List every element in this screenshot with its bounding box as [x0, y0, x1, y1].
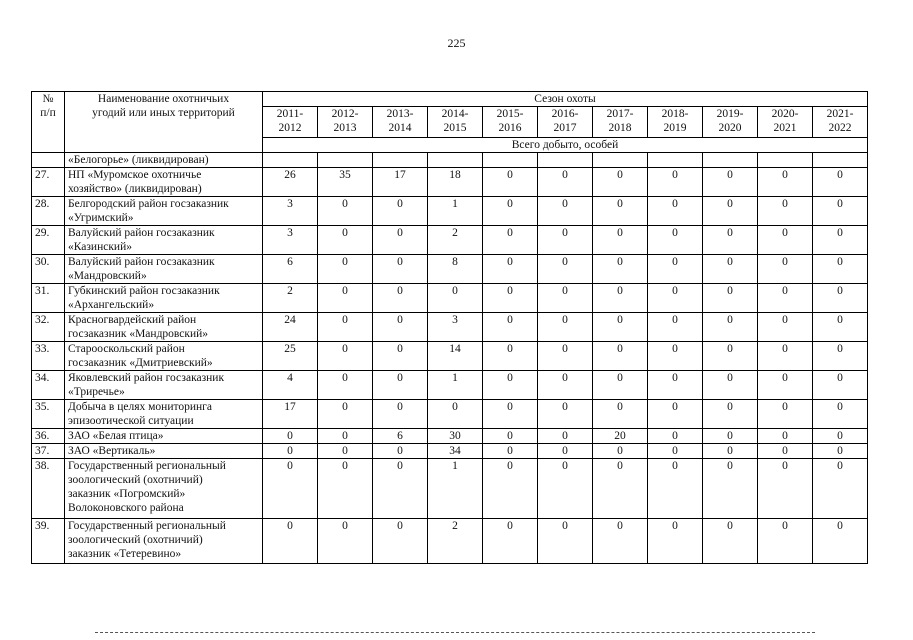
num-header-line1: №	[42, 93, 54, 105]
season-value: 0	[648, 371, 703, 400]
territory-name-line: Государственный региональный	[68, 520, 226, 532]
season-end: 2022	[828, 122, 852, 134]
season-value: 0	[648, 255, 703, 284]
territory-name-line: хозяйство» (ликвидирован)	[68, 183, 202, 195]
season-value: 0	[373, 400, 428, 429]
season-value: 0	[758, 313, 813, 342]
season-value: 0	[703, 371, 758, 400]
season-value	[758, 153, 813, 168]
territory-name-line: эпизоотической ситуации	[68, 415, 194, 427]
season-start: 2012-	[331, 108, 359, 120]
season-value: 0	[538, 313, 593, 342]
territory-name	[65, 459, 263, 519]
season-value: 0	[648, 459, 703, 519]
territory-name-line: «Триречье»	[68, 386, 125, 398]
territory-name	[65, 197, 263, 226]
season-value: 17	[373, 168, 428, 197]
table-row	[32, 444, 868, 459]
season-value: 8	[428, 255, 483, 284]
season-value: 0	[648, 168, 703, 197]
season-value: 0	[813, 459, 868, 519]
territory-name-line: госзаказник «Дмитриевский»	[68, 357, 213, 369]
season-value: 0	[813, 226, 868, 255]
season-value: 0	[538, 400, 593, 429]
territory-name	[65, 342, 263, 371]
season-value	[538, 153, 593, 168]
season-value: 0	[593, 168, 648, 197]
season-value: 0	[813, 284, 868, 313]
num-header-line2: п/п	[40, 107, 56, 119]
season-value: 0	[648, 429, 703, 444]
season-value	[318, 153, 373, 168]
table-row	[32, 342, 868, 371]
season-start: 2018-	[661, 108, 689, 120]
territory-name-line: Старооскольский район	[68, 343, 185, 355]
territory-name	[65, 371, 263, 400]
row-number: 39.	[32, 519, 65, 564]
row-number: 33.	[32, 342, 65, 371]
season-value: 0	[593, 342, 648, 371]
season-value: 0	[318, 519, 373, 564]
season-value: 0	[703, 168, 758, 197]
season-value: 0	[813, 255, 868, 284]
season-start: 2016-	[551, 108, 579, 120]
season-value: 0	[538, 519, 593, 564]
season-value: 0	[758, 444, 813, 459]
season-start: 2020-	[771, 108, 799, 120]
page-number: 225	[447, 36, 466, 50]
season-value: 0	[483, 429, 538, 444]
season-header	[318, 107, 373, 138]
season-value: 2	[263, 284, 318, 313]
territory-name-line: «Угримский»	[68, 212, 134, 224]
territory-name	[65, 313, 263, 342]
season-value: 0	[813, 371, 868, 400]
row-number: 32.	[32, 313, 65, 342]
season-value: 0	[703, 342, 758, 371]
season-value: 18	[428, 168, 483, 197]
season-value: 0	[758, 197, 813, 226]
season-value: 0	[813, 313, 868, 342]
territory-name-line: заказник «Погромский»	[68, 488, 186, 500]
territory-name-line: «Казинский»	[68, 241, 132, 253]
season-value: 3	[263, 226, 318, 255]
season-value: 0	[483, 459, 538, 519]
territory-name-line: Валуйский район госзаказник	[68, 227, 215, 239]
territory-name-line: зоологический (охотничий)	[68, 474, 203, 486]
season-value: 2	[428, 226, 483, 255]
table-row	[32, 429, 868, 444]
table-row	[32, 168, 868, 197]
season-header	[648, 107, 703, 138]
territory-name	[65, 400, 263, 429]
territory-name	[65, 284, 263, 313]
season-value: 0	[538, 284, 593, 313]
season-start: 2011-	[276, 108, 304, 120]
season-value: 4	[263, 371, 318, 400]
table-row	[32, 255, 868, 284]
season-value: 0	[593, 226, 648, 255]
hunting-table	[31, 91, 868, 564]
season-value: 0	[483, 313, 538, 342]
season-value: 0	[483, 371, 538, 400]
row-number: 37.	[32, 444, 65, 459]
season-value: 6	[373, 429, 428, 444]
season-value: 0	[483, 284, 538, 313]
territory-name-line: Добыча в целях мониторинга	[68, 401, 212, 413]
season-value: 0	[813, 429, 868, 444]
table-row	[32, 284, 868, 313]
season-end: 2018	[608, 122, 632, 134]
row-number	[32, 153, 65, 168]
row-number: 36.	[32, 429, 65, 444]
season-value: 0	[373, 284, 428, 313]
season-header	[703, 107, 758, 138]
season-value: 0	[703, 313, 758, 342]
season-header	[483, 107, 538, 138]
page-bottom-line	[95, 632, 815, 633]
season-value: 0	[648, 519, 703, 564]
territory-name-line: госзаказник «Мандровский»	[68, 328, 209, 340]
name-header-line2: угодий или иных территорий	[92, 107, 235, 119]
season-value: 0	[593, 313, 648, 342]
territory-name-line: Валуйский район госзаказник	[68, 256, 215, 268]
territory-name-line: ЗАО «Вертикаль»	[68, 445, 156, 457]
season-value: 0	[703, 197, 758, 226]
territory-name	[65, 429, 263, 444]
season-header	[428, 107, 483, 138]
territory-name-line: Яковлевский район госзаказник	[68, 372, 225, 384]
season-value: 0	[318, 371, 373, 400]
territory-name	[65, 168, 263, 197]
season-value: 0	[593, 255, 648, 284]
season-value: 0	[593, 459, 648, 519]
season-value: 0	[593, 197, 648, 226]
territory-name	[65, 519, 263, 564]
season-value: 24	[263, 313, 318, 342]
season-start: 2017-	[606, 108, 634, 120]
season-value: 0	[648, 284, 703, 313]
season-start: 2019-	[716, 108, 744, 120]
season-value: 0	[538, 371, 593, 400]
season-start: 2021-	[826, 108, 854, 120]
season-value: 0	[648, 342, 703, 371]
table-header	[32, 92, 868, 153]
season-value: 20	[593, 429, 648, 444]
season-start: 2014-	[441, 108, 469, 120]
season-value: 2	[428, 519, 483, 564]
season-value: 0	[263, 459, 318, 519]
territory-name-line: заказник «Тетеревино»	[68, 548, 182, 560]
season-header	[538, 107, 593, 138]
season-value: 0	[648, 226, 703, 255]
season-value: 0	[373, 197, 428, 226]
season-value: 0	[593, 400, 648, 429]
season-value: 0	[318, 255, 373, 284]
season-header	[263, 107, 318, 138]
season-value: 14	[428, 342, 483, 371]
territory-name-line: Белгородский район госзаказник	[68, 198, 229, 210]
season-value: 0	[373, 255, 428, 284]
season-header	[813, 107, 868, 138]
table-row	[32, 459, 868, 519]
season-value: 0	[318, 197, 373, 226]
season-value: 0	[373, 444, 428, 459]
season-end: 2021	[773, 122, 797, 134]
season-value: 0	[758, 226, 813, 255]
season-value: 26	[263, 168, 318, 197]
territory-name-line: ЗАО «Белая птица»	[68, 430, 164, 442]
row-number: 30.	[32, 255, 65, 284]
territory-name	[65, 444, 263, 459]
row-number: 28.	[32, 197, 65, 226]
season-value: 0	[538, 226, 593, 255]
season-value: 0	[428, 400, 483, 429]
season-end: 2012	[278, 122, 302, 134]
season-value: 3	[263, 197, 318, 226]
season-value: 0	[703, 226, 758, 255]
season-value: 0	[703, 444, 758, 459]
season-value: 0	[703, 284, 758, 313]
territory-name-line: Губкинский район госзаказник	[68, 285, 220, 297]
season-end: 2020	[718, 122, 742, 134]
season-value: 0	[648, 313, 703, 342]
season-value	[263, 153, 318, 168]
season-value: 0	[373, 519, 428, 564]
season-end: 2015	[443, 122, 467, 134]
season-value: 0	[758, 459, 813, 519]
territory-name-line: «Мандровский»	[68, 270, 147, 282]
season-value: 0	[483, 226, 538, 255]
season-value	[373, 153, 428, 168]
territory-name	[65, 153, 263, 168]
num-column-header	[32, 92, 65, 153]
season-value: 34	[428, 444, 483, 459]
season-value: 0	[593, 444, 648, 459]
season-value	[648, 153, 703, 168]
table-row	[32, 153, 868, 168]
territory-name-line: Волоконовского района	[68, 502, 184, 514]
season-value: 0	[318, 313, 373, 342]
table-row	[32, 313, 868, 342]
season-value: 0	[593, 519, 648, 564]
season-value	[428, 153, 483, 168]
season-value: 0	[373, 226, 428, 255]
season-value: 30	[428, 429, 483, 444]
season-value: 0	[813, 197, 868, 226]
season-value: 0	[758, 255, 813, 284]
row-number: 35.	[32, 400, 65, 429]
season-header	[373, 107, 428, 138]
row-number: 38.	[32, 459, 65, 519]
row-number: 34.	[32, 371, 65, 400]
season-end: 2017	[553, 122, 577, 134]
row-number: 27.	[32, 168, 65, 197]
season-value	[703, 153, 758, 168]
season-value: 0	[373, 342, 428, 371]
season-value: 0	[813, 168, 868, 197]
season-group-header: Сезон охоты	[263, 92, 868, 107]
season-value: 0	[483, 444, 538, 459]
name-column-header	[65, 92, 263, 153]
season-value: 1	[428, 197, 483, 226]
row-number: 29.	[32, 226, 65, 255]
table-row	[32, 519, 868, 564]
season-start: 2015-	[496, 108, 524, 120]
season-value: 0	[813, 519, 868, 564]
territory-name-line: «Архангельский»	[68, 299, 155, 311]
season-end: 2014	[388, 122, 412, 134]
season-end: 2019	[663, 122, 687, 134]
season-value: 0	[648, 444, 703, 459]
season-value	[593, 153, 648, 168]
season-end: 2016	[498, 122, 522, 134]
season-value: 25	[263, 342, 318, 371]
season-value: 0	[373, 459, 428, 519]
season-value: 0	[703, 429, 758, 444]
season-value: 0	[648, 197, 703, 226]
season-value: 1	[428, 371, 483, 400]
season-value: 0	[703, 519, 758, 564]
season-value: 17	[263, 400, 318, 429]
season-header	[593, 107, 648, 138]
season-value: 0	[483, 168, 538, 197]
season-end: 2013	[333, 122, 357, 134]
season-value: 0	[318, 284, 373, 313]
territory-name-line: зоологический (охотничий)	[68, 534, 203, 546]
season-value: 0	[758, 371, 813, 400]
season-value: 0	[758, 168, 813, 197]
season-value: 0	[483, 519, 538, 564]
territory-name-line: Красногвардейский район	[68, 314, 197, 326]
season-value: 0	[758, 519, 813, 564]
season-value: 0	[318, 342, 373, 371]
season-value: 6	[263, 255, 318, 284]
season-value: 0	[318, 429, 373, 444]
table-row	[32, 226, 868, 255]
territory-name-line: НП «Муромское охотничье	[68, 169, 202, 181]
season-value: 0	[593, 284, 648, 313]
territory-name-line: «Белогорье» (ликвидирован)	[68, 154, 209, 166]
season-value: 0	[428, 284, 483, 313]
season-value: 0	[483, 342, 538, 371]
season-value: 0	[483, 400, 538, 429]
season-value: 0	[538, 197, 593, 226]
season-value	[813, 153, 868, 168]
season-value: 0	[593, 371, 648, 400]
season-value: 0	[373, 313, 428, 342]
season-value: 0	[318, 459, 373, 519]
table-row	[32, 197, 868, 226]
season-value: 0	[758, 429, 813, 444]
season-header	[758, 107, 813, 138]
season-value: 0	[703, 255, 758, 284]
territory-name-line: Государственный региональный	[68, 460, 226, 472]
season-value: 0	[758, 400, 813, 429]
season-value: 0	[813, 444, 868, 459]
total-caught-header: Всего добыто, особей	[263, 138, 868, 153]
territory-name	[65, 255, 263, 284]
table-body	[32, 153, 868, 564]
season-value: 0	[758, 342, 813, 371]
season-value: 0	[538, 168, 593, 197]
season-value: 0	[483, 255, 538, 284]
season-value: 0	[538, 429, 593, 444]
season-value: 0	[318, 400, 373, 429]
season-value: 0	[318, 226, 373, 255]
row-number: 31.	[32, 284, 65, 313]
season-value: 0	[538, 255, 593, 284]
territory-name	[65, 226, 263, 255]
season-value: 3	[428, 313, 483, 342]
season-value: 35	[318, 168, 373, 197]
season-value: 0	[758, 284, 813, 313]
season-value: 0	[813, 400, 868, 429]
season-value	[483, 153, 538, 168]
season-value: 0	[538, 459, 593, 519]
season-value: 0	[263, 444, 318, 459]
season-value: 0	[648, 400, 703, 429]
season-start: 2013-	[386, 108, 414, 120]
season-value: 0	[263, 519, 318, 564]
season-value: 0	[318, 444, 373, 459]
season-value: 0	[703, 400, 758, 429]
season-value: 0	[483, 197, 538, 226]
season-value: 0	[538, 444, 593, 459]
season-value: 0	[703, 459, 758, 519]
season-value: 0	[373, 371, 428, 400]
season-value: 0	[538, 342, 593, 371]
name-header-line1: Наименование охотничьих	[97, 93, 230, 105]
season-value: 1	[428, 459, 483, 519]
season-value: 0	[813, 342, 868, 371]
table-row	[32, 371, 868, 400]
season-value: 0	[263, 429, 318, 444]
table-row	[32, 400, 868, 429]
